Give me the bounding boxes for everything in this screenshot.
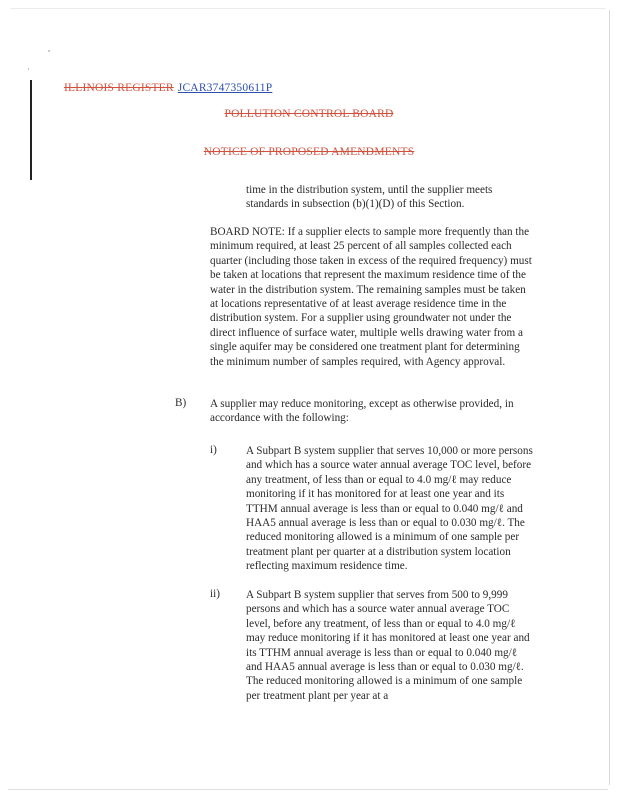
notice-struck: NOTICE OF PROPOSED AMENDMENTS <box>203 146 415 158</box>
item-ii-label: ii) <box>210 588 220 600</box>
item-b-paragraph <box>210 397 536 426</box>
board-header <box>0 108 618 120</box>
continuation-paragraph <box>246 183 522 212</box>
continuation-text: time in the distribution system, until the supplier meets standards in subsection (b)(1)(D) of this Section. <box>246 184 493 211</box>
item-ii-paragraph <box>246 588 536 703</box>
item-b-label: B) <box>175 397 187 409</box>
board-note-text: BOARD NOTE: If a supplier elects to sample more frequently than the minimum required, at least 25 percent of all samples collected each quarter (including those taken in excess of the required frequency) must be taken at locations that represent the maximum residence time of the water in the distribution system. The remaining samples must be taken at locations representative of at least average residence time in the distribution system. For a supplier using groundwater not under the direct influence of surface water, multiple wells drawing water from a single aquifer may be considered one treatment plant for determining the minimum number of samples required, with Agency approval. <box>210 226 532 368</box>
notice-header <box>0 146 618 158</box>
change-bar <box>30 80 32 180</box>
item-i-label: i) <box>210 444 217 456</box>
register-struck: ILLINOIS REGISTER <box>64 82 174 94</box>
item-ii-text: A Subpart B system supplier that serves from 500 to 9,999 persons and which has a source water annual average TOC level, before any treatment, of less than or equal to 4.0 mg/ℓ may reduce monitoring if it has monitored at least one year and its TTHM annual average is less than or equal to 0.040 mg/ℓ and HAA5 annual average is less than or equal to 0.030 mg/ℓ. The reduced monitoring allowed is a minimum of one sample per treatment plant per year at a <box>246 589 530 702</box>
scan-edge-top <box>10 8 606 9</box>
register-inserted: JCAR3747350611P <box>177 82 273 94</box>
board-note-paragraph <box>210 225 536 369</box>
scan-speck <box>48 50 50 52</box>
board-struck: POLLUTION CONTROL BOARD <box>224 108 394 120</box>
scan-edge-right <box>609 10 610 785</box>
item-i-paragraph <box>246 444 536 574</box>
register-header <box>64 82 272 94</box>
scan-speck <box>28 68 29 70</box>
scan-edge-bottom <box>8 789 608 790</box>
item-i-text: A Subpart B system supplier that serves 10,000 or more persons and which has a source water annual average TOC level, before any treatment, of less than or equal to 4.0 mg/ℓ may reduce monitoring if it has monitored for at least one year and its TTHM annual average is less than or equal to 0.040 mg/ℓ and HAA5 annual average is less than or equal to 0.030 mg/ℓ. The reduced monitoring allowed is a minimum of one sample per treatment plant per quarter at a distribution system location reflecting maximum residence time. <box>246 445 533 573</box>
item-b-text: A supplier may reduce monitoring, except as otherwise provided, in accordance with the following: <box>210 398 514 425</box>
